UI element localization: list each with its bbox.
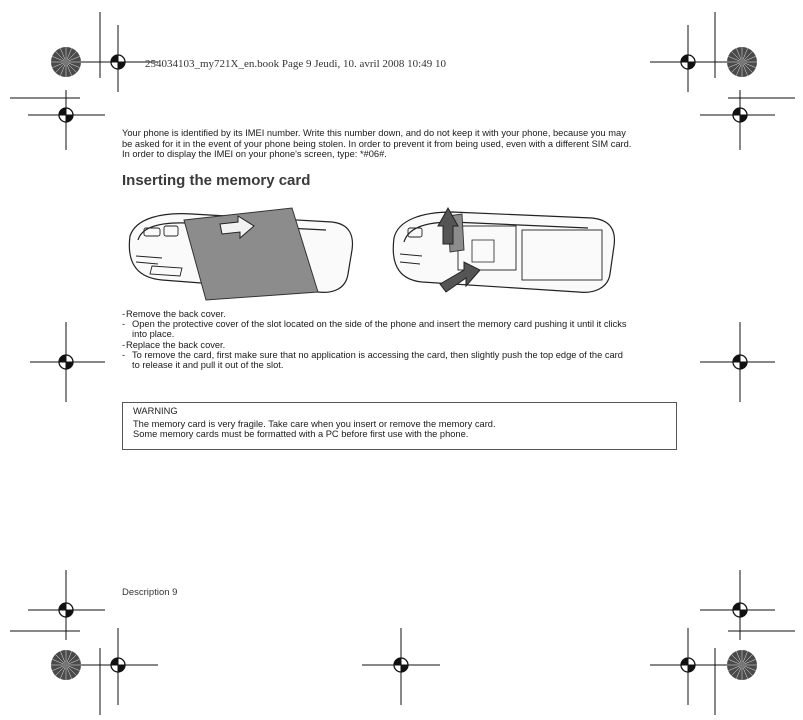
registration-color-wheel-icon: [727, 47, 757, 77]
step-dash: -: [122, 319, 126, 330]
paragraph-line: Your phone is identified by its IMEI number. Write this number down, and do not keep it with your phone, because you may: [122, 128, 626, 138]
step-line: Replace the back cover.: [126, 339, 226, 350]
registration-crosshair-icon: [700, 322, 775, 402]
warning-title: WARNING: [133, 406, 178, 416]
registration-color-wheel-icon: [51, 47, 81, 77]
warning-line: Some memory cards must be formatted with a PC before first use with the phone.: [133, 429, 469, 439]
warning-line: The memory card is very fragile. Take care when you insert or remove the memory card.: [133, 418, 496, 429]
registration-color-wheel-icon: [727, 650, 757, 680]
registration-crosshair-icon: [362, 628, 440, 705]
step-line: to release it and pull it out of the slot.: [132, 360, 284, 371]
step-item: [122, 340, 692, 350]
section-title: Inserting the memory card: [122, 172, 311, 189]
step-item: [122, 350, 692, 370]
step-dash: -: [122, 309, 126, 319]
step-dash: -: [122, 349, 126, 360]
step-line: Remove the back cover.: [126, 309, 226, 319]
phone-back-illustration: [393, 212, 614, 292]
page-footer: Description 9: [122, 587, 178, 598]
step-line: Open the protective cover of the slot located on the side of the phone and insert the memory card pushing it until it clicks: [132, 319, 627, 330]
memory-card-illustrations: [122, 196, 632, 306]
registration-crosshair-icon: [10, 90, 105, 150]
paragraph-line: be asked for it in the event of your phone being stolen. In order to prevent it from being used, even with a different SIM card.: [122, 138, 632, 149]
step-line: into place.: [132, 329, 175, 340]
paragraph-line: In order to display the IMEI on your phone's screen, type: *#06#.: [122, 149, 387, 159]
step-item: [122, 319, 692, 339]
step-line: To remove the card, first make sure that no application is accessing the card, then slightly push the top edge of the card: [132, 349, 623, 360]
registration-crosshair-icon: [30, 322, 105, 402]
registration-crosshair-icon: [10, 570, 105, 640]
registration-crosshair-icon: [78, 12, 158, 92]
registration-crosshair-icon: [700, 570, 795, 640]
step-dash: -: [122, 339, 126, 350]
print-header-line: 254034103_my721X_en.book Page 9 Jeudi, 10. avril 2008 10:49 10: [145, 58, 446, 70]
step-item: [122, 309, 692, 319]
instruction-steps: [122, 309, 692, 370]
registration-crosshair-icon: [80, 628, 158, 715]
imei-paragraph: [122, 128, 692, 160]
registration-crosshair-icon: [700, 90, 795, 150]
registration-color-wheel-icon: [51, 650, 81, 680]
warning-box: [122, 402, 677, 450]
registration-crosshair-icon: [650, 628, 728, 715]
registration-crosshair-icon: [650, 12, 728, 92]
